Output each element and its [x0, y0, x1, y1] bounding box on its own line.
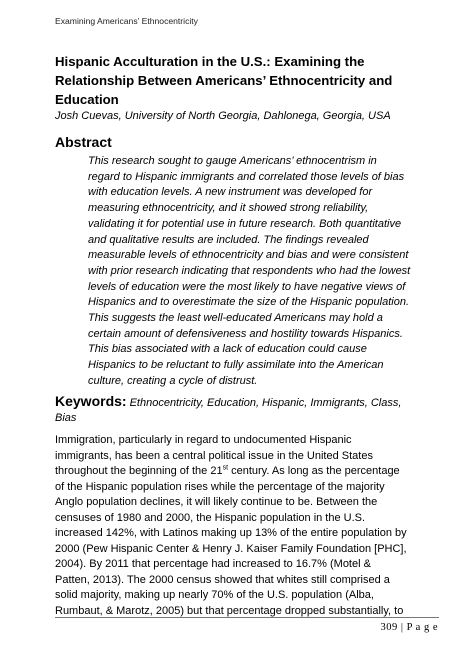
body-line: solid majority, making up nearly 70% of the U.S. population (Alba, [55, 589, 374, 601]
abstract-line: This suggests the least well-educated Americans may hold a [88, 312, 383, 325]
title-line: Education [55, 92, 119, 107]
paper-title [55, 52, 435, 109]
abstract-line: certain amount of defensiveness and hostility towards Hispanics. [88, 327, 403, 340]
body-line: Immigration, particularly in regard to undocumented Hispanic [55, 434, 352, 446]
abstract-line: levels of education were the most likely to have negative views of [88, 280, 406, 293]
keywords-list-cont: Bias [55, 412, 77, 424]
abstract-line: This bias associated with a lack of education could cause [88, 343, 367, 356]
abstract-line: and qualitative results are included. The findings revealed [88, 233, 369, 246]
body-line: censuses of 1980 and 2000, the Hispanic population in the U.S. [55, 511, 366, 524]
body-line: Anglo population declines, it will likely continue to be. Between the [55, 496, 378, 508]
body-line: 2004). By 2011 that percentage had increased to 16.7% (Motel & [55, 558, 371, 570]
keywords [55, 394, 435, 426]
body-line: Patten, 2013). The 2000 census showed that whites still comprised a [55, 573, 390, 586]
abstract-line: validating it for potential use in future research. Both quantitative [88, 217, 402, 230]
body-line: immigrants, has been a central political issue in the United States [55, 449, 373, 462]
running-head: Examining Americans’ Ethnocentricity [55, 16, 198, 26]
abstract-line: Hispanics to be reluctant to fully assimilate into the American [88, 359, 384, 372]
body-text: throughout the beginning of the 21 [55, 465, 223, 477]
abstract-line: with education levels. A new instrument was developed for [88, 186, 373, 199]
abstract-line: Hispanics and to overestimate the size of the Hispanic population. [88, 296, 410, 309]
abstract-line: with prior research indicating that respondents who had the lowest [88, 264, 411, 277]
body-line [55, 464, 425, 480]
body-line: of the Hispanic population rises while the percentage of the majority [55, 480, 385, 493]
keywords-label: Keywords: [55, 393, 127, 409]
abstract-line: This research sought to gauge Americans’ ethnocentrism in [88, 155, 377, 167]
author-affiliation: Josh Cuevas, University of North Georgia, Dahlonega, Georgia, USA [55, 110, 391, 122]
abstract-line: measuring ethnocentricity, and it showed strong reliability, [88, 202, 369, 215]
keywords-list: Ethnocentricity, Education, Hispanic, Immigrants, Class, [129, 397, 402, 409]
keywords-line [55, 394, 435, 411]
abstract-text [88, 154, 428, 390]
page-number: 309 | P a g e [380, 622, 438, 633]
abstract-heading: Abstract [55, 134, 112, 150]
body-line: 2000 (Pew Hispanic Center & Henry J. Kaiser Family Foundation [PHC], [55, 542, 407, 555]
abstract-line: regard to Hispanic immigrants and correlated those levels of bias [88, 170, 405, 183]
title-line: Hispanic Acculturation in the U.S.: Examining the [55, 54, 365, 69]
body-text: century. As long as the percentage [228, 465, 400, 477]
footer-rule [55, 617, 439, 618]
abstract-line: measurable levels of ethnocentricity and bias and were consistent [88, 249, 409, 262]
title-line: Relationship Between Americans’ Ethnocentricity and [55, 73, 393, 88]
body-line: Rumbaut, & Marotz, 2005) but that percentage dropped substantially, to [55, 604, 404, 617]
ordinal-suffix: st [222, 464, 229, 472]
body-line: increased 142%, with Latinos making up 13% of the entire population by [55, 527, 407, 539]
body-paragraph [55, 433, 425, 619]
abstract-line: culture, creating a cycle of distrust. [88, 374, 258, 387]
